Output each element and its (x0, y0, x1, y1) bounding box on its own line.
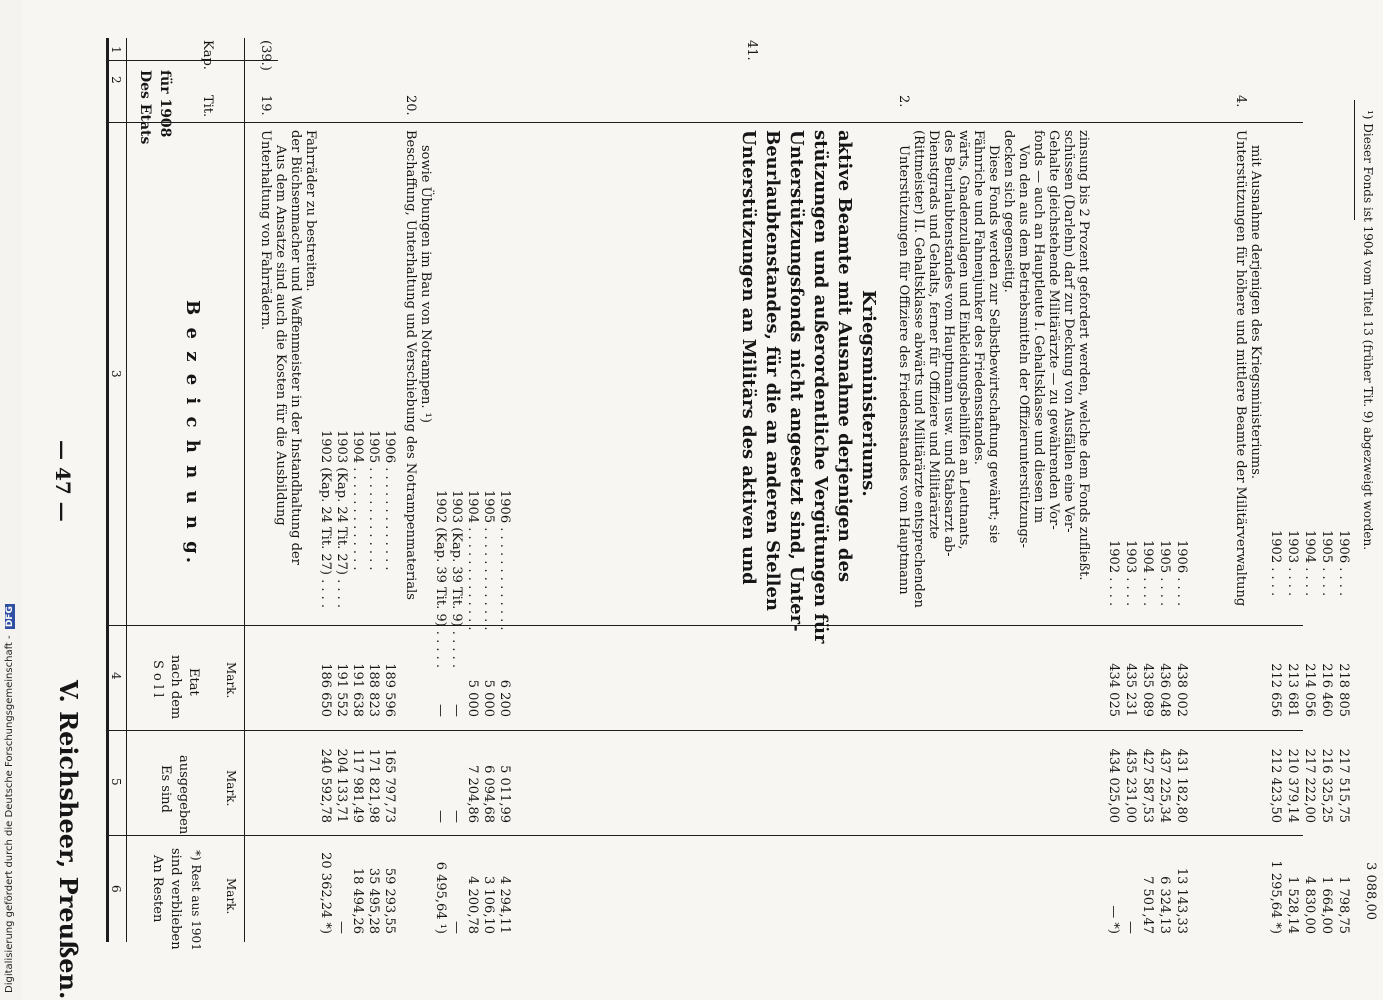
s19-row-ausgegeben: 204 133,71 (334, 748, 349, 823)
s2-line: fonds — auch an Hauptleute I. Gehaltsklasse und diesen im (1031, 130, 1046, 524)
section-title: V. Reichsheer, Preußen. (54, 680, 83, 1000)
soll-header-line2: nach dem (168, 655, 183, 720)
s19-row-label: 1905 . . . . . . . . . . . . . (366, 430, 381, 571)
s19-line-1: Unterhaltung von Fahrrädern. (258, 130, 273, 331)
footnote: ¹) Dieser Fonds ist 1904 vom Titel 13 (früher Tit. 9) abgezweigt worden. (1361, 110, 1375, 551)
s19-row-rest: 59 293,55 (382, 867, 397, 934)
tit-2: 2. (896, 95, 911, 108)
s2-row-rest: 13 143,33 (1174, 867, 1189, 934)
s19-row-soll: 191 552 (334, 663, 349, 717)
bezeichnung-header: B e z e i c h n u n g. (182, 300, 203, 567)
s19-row-label: 1906 . . . . . . . . . . . . . (382, 430, 397, 571)
s2-row-label: 1904 . . . . (1140, 540, 1155, 607)
s2-row-rest: 7 501,47 (1140, 876, 1155, 934)
tit-header: Tit. (200, 95, 215, 118)
header-bottom-rule (244, 38, 245, 942)
s20-row-ausgegeben: — (449, 810, 464, 823)
etat-header-line1: Des Etats (137, 70, 153, 145)
kap41-heading-1: Unterstützungen an Militärs des aktiven und (738, 130, 759, 585)
column-number-rule (126, 38, 127, 942)
s19-row-soll: 189 596 (382, 663, 397, 717)
s20-row-label: 1904 . . . . . . . . . . . . . (465, 490, 480, 631)
s2-line: Von den aus dem Betriebsmitteln der Offizierunterstützungs- (1016, 145, 1031, 548)
s19-row-ausgegeben: 117 981,49 (350, 748, 365, 823)
s4-row-label: 1903 . . . . (1285, 530, 1300, 597)
s2-row-label: 1903 . . . . (1123, 540, 1138, 607)
s20-row-ausgegeben: 6 094,68 (481, 765, 496, 823)
s20-row-rest: 6 495,64 ¹) (433, 861, 448, 934)
s19-row-soll: 186 650 (318, 663, 333, 717)
s2-line: Dienstgrads und Gehalts, ferner für Offiziere und Militärärzte (926, 130, 941, 540)
dfg-logo: DFG (5, 606, 15, 628)
kap41-heading-3: Unterstützungsfonds nicht angesetzt sind, Unter- (786, 130, 807, 632)
s4-row-rest: 1 295,64 *) (1268, 860, 1283, 934)
s19-line-4: Fahrräder zu bestreiten. (303, 130, 318, 292)
s20-row-ausgegeben: 5 011,99 (497, 765, 512, 823)
s4-row-soll: 218 805 (1336, 663, 1351, 717)
soll-column-divider (106, 730, 1303, 731)
description-column-divider (106, 625, 1303, 626)
kap41-heading-4: stützungen und außerordentliche Vergütungen für (810, 130, 831, 644)
s20-row-rest: 4 200,78 (465, 876, 480, 934)
s20-row-rest: 4 294,11 (497, 876, 512, 934)
s4-row-ausgegeben: 212 423,50 (1268, 748, 1283, 823)
column-number-2: 2 (109, 76, 123, 84)
kap41-heading-5: aktive Beamte mit Ausnahme derjenigen des (834, 130, 855, 583)
s2-row-ausgegeben: 434 025,00 (1106, 748, 1121, 823)
s2-row-soll: 434 025 (1106, 663, 1121, 717)
s4-row-soll: 213 681 (1285, 663, 1300, 717)
s2-line: Gehalte gleichstehende Militärärzte — zu gewährenden Vor- (1046, 130, 1061, 530)
s20-row-ausgegeben: — (433, 810, 448, 823)
table-top-rule (106, 38, 109, 942)
kap-header: Kap. (200, 40, 215, 70)
s2-row-rest: — (1123, 921, 1138, 934)
s4-row-ausgegeben: 217 515,75 (1336, 748, 1351, 823)
column-number-3: 3 (109, 370, 123, 378)
s4-row-ausgegeben: 216 325,25 (1319, 748, 1334, 823)
footnote-rule (1354, 100, 1355, 220)
kap-39: (39.) (258, 40, 273, 71)
s2-row-label: 1905 . . . . (1157, 540, 1172, 607)
tit-20: 20. (403, 95, 418, 116)
column-number-1: 1 (109, 46, 123, 54)
s4-row-soll: 214 056 (1302, 663, 1317, 717)
s4-row-rest: 1 798,75 (1336, 876, 1351, 934)
s19-row-soll: 188 823 (366, 663, 381, 717)
s20-row-label: 1905 . . . . . . . . . . . . . (481, 490, 496, 631)
ausgegeben-header-line2: ausgegeben (176, 755, 191, 835)
s2-row-label: 1902 . . . . (1106, 540, 1121, 607)
s4-row-soll: 212 656 (1268, 663, 1283, 717)
s4-row-label: 1905 . . . . (1319, 530, 1334, 597)
reste-header-note: *) Rest aus 1901 (189, 850, 203, 951)
column-number-6: 6 (109, 885, 123, 893)
page-number: — 47 — (51, 440, 75, 522)
s2-row-label: 1906 . . . . (1174, 540, 1189, 607)
s2-line: (Rittmeister) II. Gehaltsklasse abwärts und Militärärzte entsprechenden (911, 130, 926, 608)
etat-column-divider (106, 122, 1303, 123)
reste-mark-unit: Mark. (224, 878, 238, 915)
reste-header-line2: sind verblieben (168, 848, 183, 950)
s4-row-ausgegeben: 217 222,00 (1302, 748, 1317, 823)
s4-row-soll: 216 460 (1319, 663, 1334, 717)
s2-row-soll: 435 089 (1140, 663, 1155, 717)
s19-row-rest: 35 495,28 (366, 867, 381, 934)
s2-line: Unterstützungen für Offiziere des Friedensstandes vom Hauptmann (896, 145, 911, 595)
s19-line-3: der Büchsenmacher und Waffenmeister in der Instandhaltung der (288, 130, 303, 565)
s20-row-soll: 5 000 (481, 679, 496, 717)
s19-line-2: Aus dem Ansatze sind auch die Kosten für die Ausbildung (273, 145, 288, 526)
s20-line-1: Beschaffung, Unterhaltung und Verschiebung des Notrampenmaterials (403, 130, 418, 600)
s20-row-soll: 6 200 (497, 679, 512, 717)
s2-row-ausgegeben: 427 587,53 (1140, 748, 1155, 823)
s20-row-label: 1906 . . . . . . . . . . . . . (497, 490, 512, 631)
column-number-5: 5 (109, 778, 123, 786)
s2-row-ausgegeben: 431 182,80 (1174, 748, 1189, 823)
s2-line: Diese Fonds werden zur Selbstbewirtschaftung gewährt; sie (986, 145, 1001, 544)
s19-row-rest: 18 494,26 (350, 867, 365, 934)
s4-row-label: 1904 . . . . (1302, 530, 1317, 597)
s4-row-rest: 1 664,00 (1319, 876, 1334, 934)
kap41-heading-6: Kriegsministeriums. (858, 290, 879, 497)
soll-header-line1: S o l l (150, 660, 165, 698)
s19-row-ausgegeben: 165 797,73 (382, 748, 397, 823)
s4-line-2: mit Ausnahme derjenigen des Kriegsministeriums. (1248, 145, 1263, 479)
s4-row-label: 1902 . . . . (1268, 530, 1283, 597)
s19-row-rest: — (334, 921, 349, 934)
digitization-text: Digitalisierung gefördert durch die Deutsche Forschungsgemeinschaft - (4, 635, 15, 993)
s19-row-label: 1902 (Kap. 24 Tit. 27) . . . . (318, 430, 333, 609)
s20-row-label: 1903 (Kap. 39 Tit. 9) . . . . . (449, 490, 464, 668)
s2-row-rest: 6 324,13 (1157, 876, 1172, 934)
s2-row-ausgegeben: 437 225,34 (1157, 748, 1172, 823)
s19-row-soll: 191 638 (350, 663, 365, 717)
soll-header-line3: Etat (186, 668, 201, 696)
s19-row-label: 1903 (Kap. 24 Tit. 27) . . . . (334, 430, 349, 609)
s2-line: zinsung bis 2 Prozent gefordert werden, welche dem Fonds zufließt. (1076, 130, 1091, 581)
s4-line-1: Unterstützungen für höhere und mittlere Beamte der Militärverwaltung (1233, 130, 1248, 607)
ausgegeben-header-line1: Es sind (158, 765, 173, 813)
s2-row-ausgegeben: 435 231,00 (1123, 748, 1138, 823)
soll-mark-unit: Mark. (224, 662, 238, 699)
kap-tit-divider (106, 60, 278, 61)
etat-header-line2: für 1908 (157, 70, 173, 138)
s2-row-rest: — *) (1106, 905, 1121, 934)
s20-row-rest: — (449, 921, 464, 934)
s4-row-ausgegeben: 210 379,14 (1285, 748, 1300, 823)
s20-row-rest: 3 106,10 (481, 876, 496, 934)
s4-extra-rest: 3 088,00 (1363, 862, 1378, 920)
s2-line: Fähnriche und Fahnenjunker des Friedensstandes. (971, 130, 986, 465)
s2-line: schüssen (Darlehn) darf zur Deckung von Ausfällen eine Ver- (1061, 130, 1076, 533)
s2-row-soll: 438 002 (1174, 663, 1189, 717)
s20-line-2: sowie Übungen im Bau von Notrampen. ¹) (418, 145, 433, 423)
kap41-heading-2: Beurlaubtenstandes, für die an anderen Stellen (762, 130, 783, 611)
tit-4: 4. (1233, 95, 1248, 108)
s20-row-soll: 5 000 (465, 679, 480, 717)
kap-41: 41. (744, 40, 759, 61)
tit-19: 19. (258, 95, 273, 116)
s20-row-label: 1902 (Kap. 39 Tit. 9) . . . . . (433, 490, 448, 668)
s20-row-ausgegeben: 7 204,86 (465, 765, 480, 823)
s20-row-soll: — (449, 704, 464, 717)
column-number-4: 4 (109, 672, 123, 680)
s2-line: des Beurlaubtenstandes vom Hauptmann usw. und Stabsarzt ab- (941, 130, 956, 557)
s2-line: wärts, Gnadenzulagen und Einkleidungsbeihilfen an Leutnants, (956, 130, 971, 550)
s4-row-label: 1906 . . . . (1336, 530, 1351, 597)
s20-row-soll: — (433, 704, 448, 717)
s4-row-rest: 4 830,00 (1302, 876, 1317, 934)
s19-row-label: 1904 . . . . . . . . . . . . . (350, 430, 365, 571)
s19-row-rest: 20 362,24 *) (318, 852, 333, 934)
reste-header-line1: An Resten (150, 855, 165, 923)
s19-row-ausgegeben: 240 592,78 (318, 748, 333, 823)
s19-row-ausgegeben: 171 821,98 (366, 748, 381, 823)
s2-line: decken sich gegenseitig. (1001, 130, 1016, 293)
s2-row-soll: 436 048 (1157, 663, 1172, 717)
s4-row-rest: 1 528,14 (1285, 876, 1300, 934)
ausgegeben-mark-unit: Mark. (224, 770, 238, 807)
s2-row-soll: 435 231 (1123, 663, 1138, 717)
ausgegeben-column-divider (106, 835, 1303, 836)
